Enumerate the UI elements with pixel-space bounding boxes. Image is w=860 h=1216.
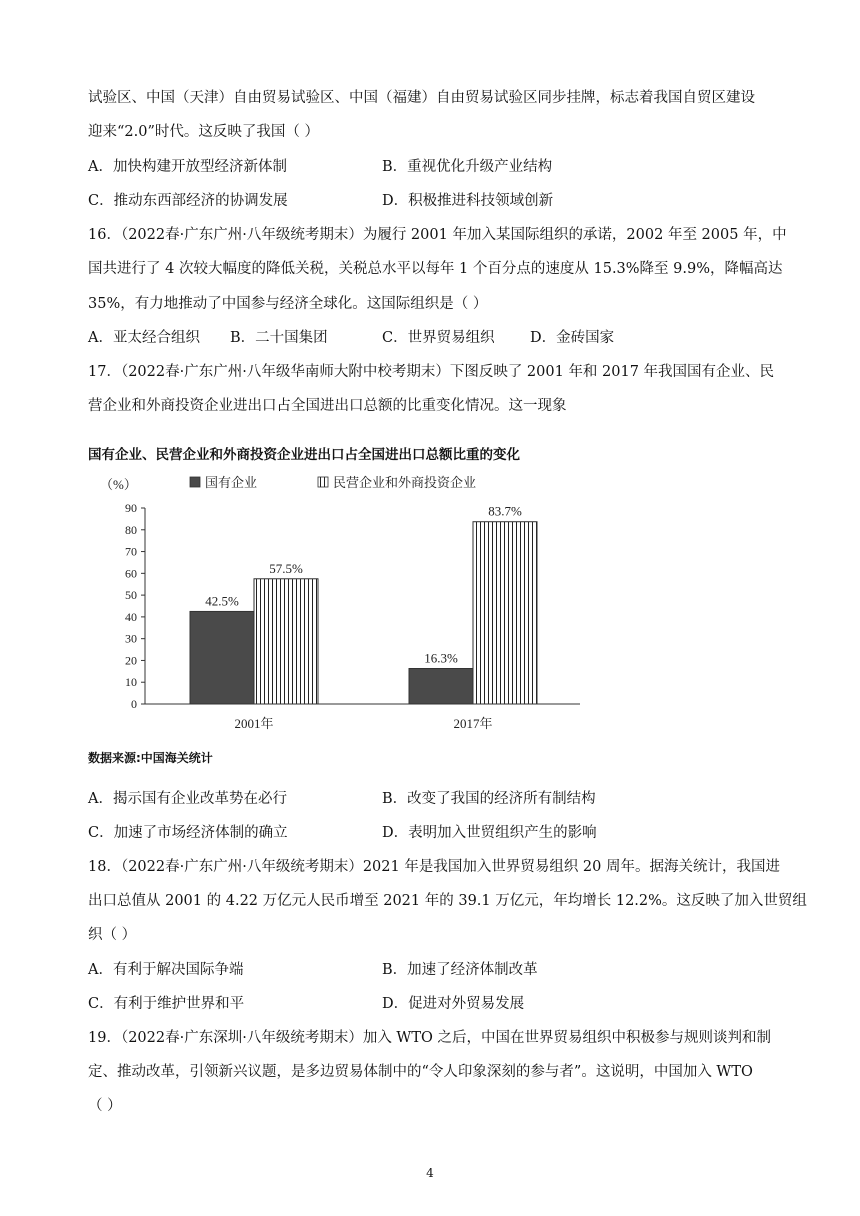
q19-stem-line-2: 定、推动改革，引领新兴议题，是多边贸易体制中的“令人印象深刻的参与者”。这说明，中国加入 WTO (88, 1064, 753, 1080)
y-tick-label: 80 (125, 522, 137, 537)
q15-option-a: A．加快构建开放型经济新体制 (88, 159, 287, 175)
q15-option-d: D．积极推进科技领域创新 (382, 193, 554, 209)
q19-stem-line-1: 19．（2022春·广东深圳·八年级统考期末）加入 WTO 之后，中国在世界贸易组织中积极参与规则谈判和制 (88, 1030, 771, 1046)
q16-option-a: A．亚太经合组织 (88, 330, 200, 346)
q15-option-c: C．推动东西部经济的协调发展 (88, 193, 288, 209)
y-tick-label: 60 (125, 566, 137, 581)
q16-option-b: B．二十国集团 (230, 330, 328, 346)
y-tick-label: 70 (125, 544, 137, 559)
y-tick-label: 40 (125, 609, 137, 624)
bar-data-label: 83.7% (488, 503, 522, 519)
q17-option-b: B．改变了我国的经济所有制结构 (382, 791, 596, 807)
q18-option-a: A．有利于解决国际争端 (88, 962, 244, 978)
bar-data-label: 42.5% (205, 593, 239, 609)
bar-private-foreign (473, 522, 537, 704)
q16-stem-line-1: 16．（2022春·广东广州·八年级统考期末）为履行 2001 年加入某国际组织的承诺，2002 年至 2005 年，中 (88, 227, 787, 243)
q16-stem-line-2: 国共进行了 4 次较大幅度的降低关税，关税总水平以每年 1 个百分点的速度从 15.3%降至 9.9%，降幅高达 (88, 261, 783, 277)
q18-option-b: B．加速了经济体制改革 (382, 962, 538, 978)
q15-option-b: B．重视优化升级产业结构 (382, 159, 553, 175)
bar-chart (0, 460, 860, 760)
y-tick-label: 0 (131, 697, 137, 711)
chart-title: 国有企业、民营企业和外商投资企业进出口占全国进出口总额比重的变化 (88, 447, 520, 463)
legend-label-private-foreign: 民营企业和外商投资企业 (333, 475, 477, 490)
bar-state-owned (190, 611, 254, 704)
q15-stem-line-2: 迎来“2.0”时代。这反映了我国（ ） (88, 124, 319, 140)
q17-option-d: D．表明加入世贸组织产生的影响 (382, 825, 597, 841)
bar-data-label: 16.3% (424, 650, 458, 666)
q18-stem-line-1: 18．（2022春·广东广州·八年级统考期末）2021 年是我国加入世界贸易组织 20 周年。据海关统计，我国进 (88, 859, 780, 875)
y-tick-label: 30 (125, 631, 137, 646)
q17-option-c: C．加速了市场经济体制的确立 (88, 825, 288, 841)
q17-option-a: A．揭示国有企业改革势在必行 (88, 791, 287, 807)
x-tick-label: 2017年 (453, 716, 493, 731)
legend-swatch-private-foreign (318, 477, 328, 487)
bar-state-owned (409, 669, 473, 704)
q16-option-d: D．金砖国家 (530, 330, 615, 346)
q15-stem-line-1: 试验区、中国（天津）自由贸易试验区、中国（福建）自由贸易试验区同步挂牌，标志着我国自贸区建设 (88, 90, 755, 106)
q18-option-d: D．促进对外贸易发展 (382, 996, 525, 1012)
q16-stem-line-3: 35%，有力地推动了中国参与经济全球化。这国际组织是（ ） (88, 296, 488, 312)
y-tick-label: 20 (125, 653, 137, 668)
q16-option-c: C．世界贸易组织 (382, 330, 495, 346)
q19-stem-line-3: （ ） (88, 1098, 122, 1114)
data-source-note: 数据来源:中国海关统计 (88, 751, 213, 765)
x-tick-label: 2001年 (234, 716, 274, 731)
q18-stem-line-2: 出口总值从 2001 的 4.22 万亿元人民币增至 2021 年的 39.1 万亿元，年均增长 12.2%。这反映了加入世贸组 (88, 893, 807, 909)
bar-data-label: 57.5% (269, 560, 303, 576)
q17-stem-line-1: 17．（2022春·广东广州·八年级华南师大附中校考期末）下图反映了 2001 年和 2017 年我国国有企业、民 (88, 364, 775, 380)
legend-swatch-state-owned (190, 477, 200, 487)
y-tick-label: 10 (125, 675, 137, 690)
q18-stem-line-3: 织（ ） (88, 927, 137, 943)
q17-stem-line-2: 营企业和外商投资企业进出口占全国进出口总额的比重变化情况。这一现象 (88, 398, 567, 414)
y-tick-label: 90 (125, 501, 137, 515)
y-tick-label: 50 (125, 588, 137, 603)
page-number: 4 (426, 1166, 434, 1180)
bar-private-foreign (254, 579, 318, 704)
legend-label-state-owned: 国有企业 (205, 475, 258, 490)
y-axis-label: （%） (100, 477, 137, 492)
q18-option-c: C．有利于维护世界和平 (88, 996, 245, 1012)
